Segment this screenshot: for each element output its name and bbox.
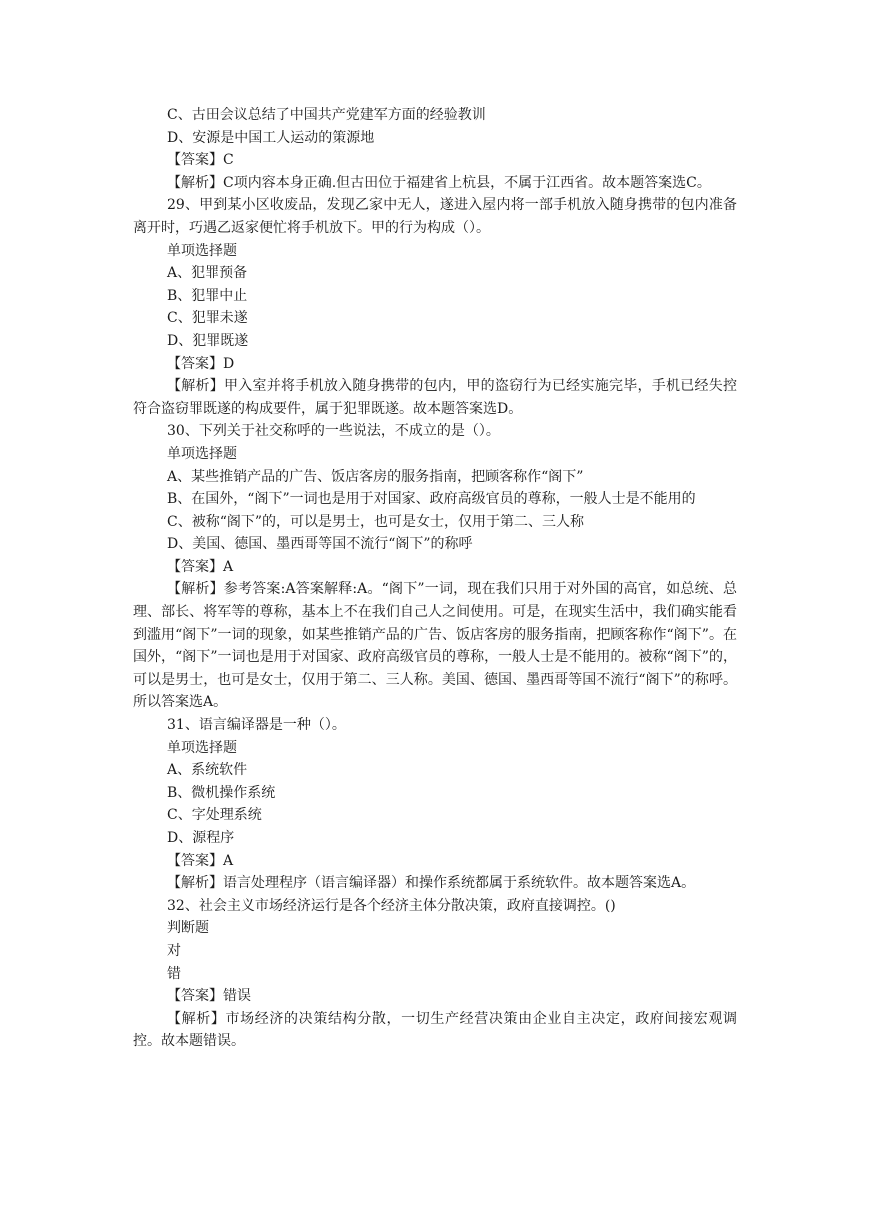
document-body xyxy=(133,104,737,1053)
question-type: 单项选择题 xyxy=(167,445,237,462)
explanation: 【解析】参考答案:A答案解释:A。“阁下”一词，现在我们只用于对外国的高官，如总统、总理、部长、将军等的尊称，基本上不在我们自己人之间使用。可是，在现实生活中，我们确实能看到滥用“阁下”一词的现象，如某些推销产品的广告、饭店客房的服务指南，把顾客称作“阁下”。在国外，“阁下”一词也是用于对国家、政府高级官员的尊称，一般人士是不能用的。被称“阁下”的，可以是男士，也可是女士，仅用于第二、三人称。美国、德国、墨西哥等国不流行“阁下”的称呼。所以答案选A。 xyxy=(133,581,737,711)
option-b: B、微机操作系统 xyxy=(167,784,276,801)
option-b: B、在国外，“阁下”一词也是用于对国家、政府高级官员的尊称，一般人士是不能用的 xyxy=(167,491,696,508)
question-29: 29、甲到某小区收废品，发现乙家中无人，遂进入屋内将一部手机放入随身携带的包内准备离开时，巧遇乙返家便忙将手机放下。甲的行为构成（）。 xyxy=(133,197,737,236)
question-32: 32、社会主义市场经济运行是各个经济主体分散决策，政府直接调控。() xyxy=(167,897,616,914)
option-c: C、犯罪未遂 xyxy=(167,310,248,327)
explanation: 【解析】语言处理程序（语言编译器）和操作系统都属于系统软件。故本题答案选A。 xyxy=(167,875,696,892)
answer: 【答案】D xyxy=(167,355,235,372)
answer: 【答案】A xyxy=(167,558,234,575)
option-c: C、古田会议总结了中国共产党建军方面的经验教训 xyxy=(167,107,486,123)
option-d: D、犯罪既遂 xyxy=(167,332,249,349)
answer: 【答案】错误 xyxy=(167,988,251,1005)
explanation: 【解析】C项内容本身正确.但古田位于福建省上杭县，不属于江西省。故本题答案选C。 xyxy=(167,174,711,191)
option-false: 错 xyxy=(167,965,181,982)
option-d: D、安源是中国工人运动的策源地 xyxy=(167,129,375,146)
answer: 【答案】A xyxy=(167,852,234,869)
option-c: C、字处理系统 xyxy=(167,807,262,824)
question-31: 31、语言编译器是一种（）。 xyxy=(167,717,346,734)
option-a: A、犯罪预备 xyxy=(167,265,248,282)
option-a: A、系统软件 xyxy=(167,762,248,779)
option-a: A、某些推销产品的广告、饭店客房的服务指南，把顾客称作“阁下” xyxy=(167,468,584,485)
question-type: 判断题 xyxy=(167,920,209,937)
option-true: 对 xyxy=(167,942,181,959)
answer: 【答案】C xyxy=(167,152,234,169)
question-30: 30、下列关于社交称呼的一些说法，不成立的是（）。 xyxy=(167,423,500,440)
option-b: B、犯罪中止 xyxy=(167,287,248,304)
option-d: D、源程序 xyxy=(167,830,235,846)
option-d: D、美国、德国、墨西哥等国不流行“阁下”的称呼 xyxy=(167,536,473,553)
question-type: 单项选择题 xyxy=(167,242,237,259)
explanation: 【解析】甲入室并将手机放入随身携带的包内，甲的盗窃行为已经实施完毕，手机已经失控符合盗窃罪既遂的构成要件，属于犯罪既遂。故本题答案选D。 xyxy=(133,378,737,417)
question-type: 单项选择题 xyxy=(167,739,237,756)
explanation: 【解析】市场经济的决策结构分散，一切生产经营决策由企业自主决定，政府间接宏观调控。故本题错误。 xyxy=(133,1010,737,1050)
option-c: C、被称“阁下”的，可以是男士，也可是女士，仅用于第二、三人称 xyxy=(167,513,585,530)
